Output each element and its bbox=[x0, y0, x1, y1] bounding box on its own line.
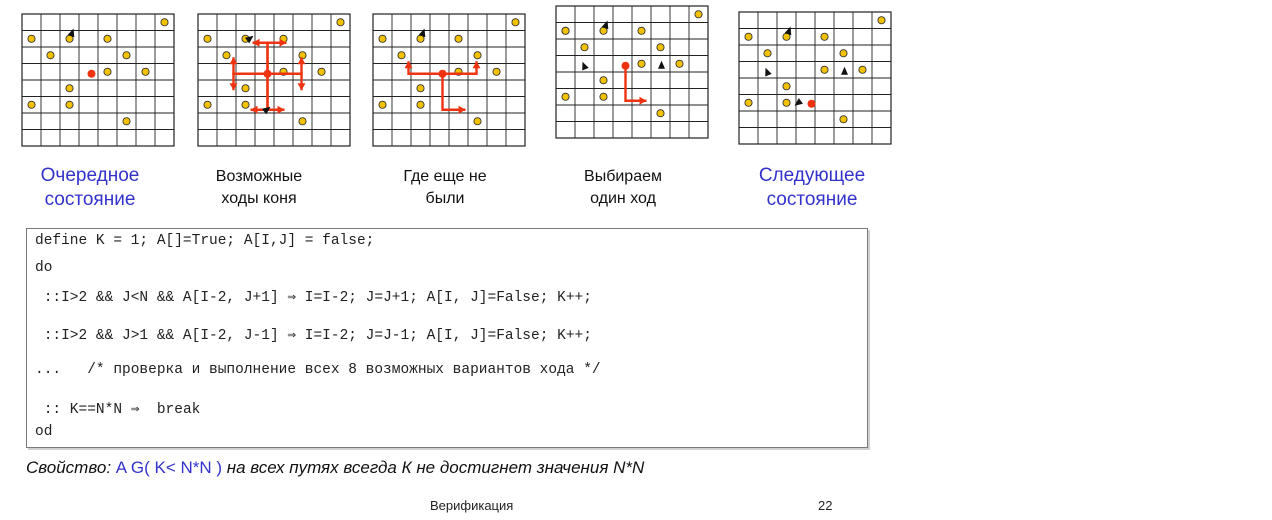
property-label: Свойство bbox=[26, 458, 107, 477]
code-line: ... /* проверка и выполнение всех 8 возможных вариантов хода */ bbox=[35, 362, 601, 378]
visited-square-marker bbox=[638, 27, 645, 34]
property-statement bbox=[26, 458, 644, 478]
visited-square-marker bbox=[204, 101, 211, 108]
visited-square-marker bbox=[695, 11, 702, 18]
caption-line: Выбираем bbox=[584, 168, 662, 185]
visited-square-marker bbox=[398, 52, 405, 59]
visited-square-marker bbox=[28, 101, 35, 108]
visited-square-marker bbox=[66, 85, 73, 92]
visited-square-marker bbox=[764, 50, 771, 57]
caption-line: Следующее bbox=[758, 165, 866, 186]
caption-line: состояние bbox=[766, 189, 858, 210]
caption-line: состояние bbox=[44, 189, 136, 210]
next-state-board bbox=[737, 8, 897, 156]
visited-square-marker bbox=[123, 118, 130, 125]
visited-square-marker bbox=[783, 99, 790, 106]
visited-square-marker bbox=[600, 77, 607, 84]
possible-moves-board bbox=[196, 12, 356, 156]
caption-line: один ход bbox=[590, 190, 656, 207]
current-state-board bbox=[20, 12, 180, 156]
visited-square-marker bbox=[493, 68, 500, 75]
visited-square-marker bbox=[512, 19, 519, 26]
visited-square-marker bbox=[379, 35, 386, 42]
visited-square-marker bbox=[204, 35, 211, 42]
visited-square-marker bbox=[242, 101, 249, 108]
page-number: 22 bbox=[818, 498, 833, 513]
code-line: :: K==N*N ⇒ break bbox=[35, 402, 201, 418]
chosen-move-board bbox=[554, 4, 714, 156]
caption-line: были bbox=[425, 190, 465, 207]
visited-square-marker bbox=[242, 85, 249, 92]
visited-square-marker bbox=[581, 44, 588, 51]
visited-square-marker bbox=[745, 99, 752, 106]
code-block bbox=[26, 228, 868, 448]
code-line: od bbox=[35, 424, 53, 440]
visited-square-marker bbox=[562, 27, 569, 34]
visited-square-marker bbox=[474, 118, 481, 125]
visited-square-marker bbox=[840, 116, 847, 123]
visited-square-marker bbox=[66, 101, 73, 108]
visited-square-marker bbox=[318, 68, 325, 75]
caption-line: Где еще не bbox=[403, 168, 487, 185]
code-line: do bbox=[35, 260, 53, 276]
footer-title: Верификация bbox=[430, 498, 514, 513]
visited-square-marker bbox=[657, 110, 664, 117]
visited-square-marker bbox=[474, 52, 481, 59]
visited-square-marker bbox=[783, 83, 790, 90]
visited-square-marker bbox=[600, 93, 607, 100]
visited-square-marker bbox=[455, 35, 462, 42]
visited-square-marker bbox=[676, 60, 683, 67]
code-line: ::I>2 && J>1 && A[I-2, J-1] ⇒ I=I-2; J=J-1; A[I, J]=False; K++; bbox=[35, 328, 592, 344]
visited-square-marker bbox=[142, 68, 149, 75]
knight-position-marker bbox=[88, 70, 96, 78]
property-formula: A G( K< N*N ) bbox=[115, 458, 223, 477]
visited-square-marker bbox=[417, 85, 424, 92]
property-text: на всех путях всегда К не достигнет значения N*N bbox=[222, 458, 645, 477]
visited-square-marker bbox=[223, 52, 230, 59]
unvisited-board bbox=[371, 12, 531, 156]
caption-chosen-move bbox=[560, 166, 686, 210]
visited-square-marker bbox=[337, 19, 344, 26]
visited-square-marker bbox=[123, 52, 130, 59]
caption-next-state bbox=[744, 164, 880, 212]
code-line: define K = 1; A[]=True; A[I,J] = false; bbox=[35, 233, 375, 249]
caption-line: Очередное bbox=[40, 165, 140, 186]
visited-square-marker bbox=[417, 101, 424, 108]
caption-line: Возможные bbox=[215, 168, 303, 185]
caption-possible-moves bbox=[196, 166, 322, 210]
caption-current-state bbox=[28, 164, 152, 212]
visited-square-marker bbox=[878, 17, 885, 24]
code-line: ::I>2 && J<N && A[I-2, J+1] ⇒ I=I-2; J=J+1; A[I, J]=False; K++; bbox=[35, 290, 592, 306]
visited-square-marker bbox=[859, 66, 866, 73]
knight-position-marker bbox=[808, 100, 816, 108]
visited-square-marker bbox=[562, 93, 569, 100]
visited-square-marker bbox=[104, 35, 111, 42]
visited-square-marker bbox=[104, 68, 111, 75]
visited-square-marker bbox=[161, 19, 168, 26]
caption-unvisited bbox=[382, 166, 508, 210]
visited-square-marker bbox=[821, 66, 828, 73]
visited-square-marker bbox=[638, 60, 645, 67]
property-separator: : bbox=[106, 458, 116, 477]
visited-square-marker bbox=[379, 101, 386, 108]
visited-square-marker bbox=[657, 44, 664, 51]
visited-square-marker bbox=[821, 33, 828, 40]
visited-square-marker bbox=[28, 35, 35, 42]
visited-square-marker bbox=[745, 33, 752, 40]
visited-square-marker bbox=[840, 50, 847, 57]
visited-square-marker bbox=[299, 118, 306, 125]
visited-square-marker bbox=[47, 52, 54, 59]
caption-line: ходы коня bbox=[221, 190, 297, 207]
